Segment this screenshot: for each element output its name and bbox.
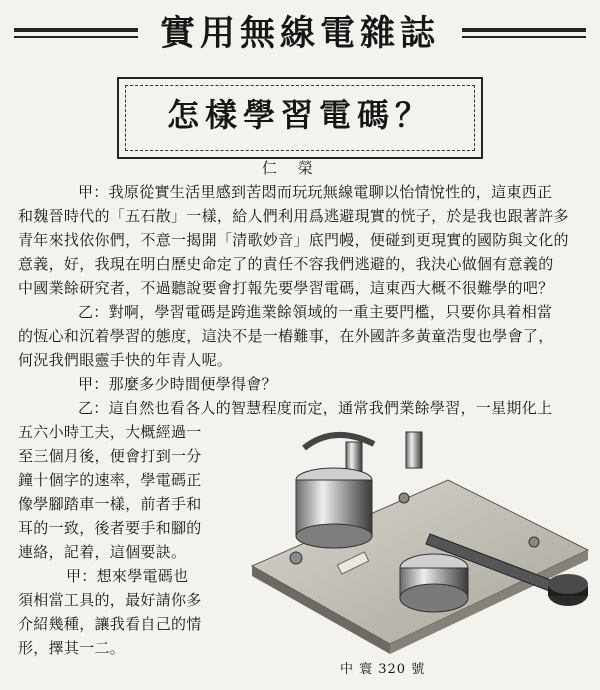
text-line: 的恆心和沉着學習的態度，這決不是一樁難事，在外國許多黃童浩叟也學會了， xyxy=(18,327,554,345)
text-line: 至三個月後，便會打到一分 xyxy=(18,447,202,465)
text-line: 連絡，記着，這個要訣。 xyxy=(18,543,187,561)
masthead-rule-right-thin xyxy=(462,36,586,38)
telegraph-key-photo xyxy=(234,418,592,656)
masthead-rule-right xyxy=(462,28,586,32)
telegraph-key-illustration xyxy=(234,418,592,656)
text-line: 乙：這自然也看各人的智慧程度而定，通常我們業餘學習，一星期化上 xyxy=(78,399,553,417)
text-line: 像學腳踏車一樣，前者手和 xyxy=(18,495,202,513)
text-line: 和魏晉時代的「五石散」一樣，給人們利用爲逃避現實的恍子，於是我也跟著許多 xyxy=(18,207,569,225)
photo-caption: 中 寰 320 號 xyxy=(340,662,426,677)
article-title-box xyxy=(117,77,483,159)
magazine-title: 實用無線電雜誌 xyxy=(159,13,440,54)
text-line: 須相當工具的，最好請你多 xyxy=(18,591,202,609)
text-line: 形，擇其一二。 xyxy=(18,639,126,657)
text-line: 甲：我原從實生活里感到苦悶而玩玩無線電聊以怡情悅性的，這東西正 xyxy=(78,183,553,201)
article-author: 仁 榮 xyxy=(262,159,321,177)
body-text-full xyxy=(18,180,582,420)
masthead xyxy=(14,10,586,60)
text-line: 何況我們眼靈手快的年青人呢。 xyxy=(18,351,233,369)
text-line: 鐘十個字的速率，學電碼正 xyxy=(18,471,202,489)
text-line: 中國業餘研究者，不過聽說要會打報先要學習電碼，這東西大概不很難學的吧？ xyxy=(18,279,554,297)
article-title: 怎樣學習電碼？ xyxy=(166,96,433,134)
text-line: 甲：想來學電碼也 xyxy=(66,567,189,585)
body-text-narrow xyxy=(18,420,214,660)
text-line: 耳的一致，後者要手和腳的 xyxy=(18,519,202,537)
text-line: 意義，好，我現在明白歷史命定了的責任不容我們逃避的，我決心做個有意義的 xyxy=(18,255,554,273)
masthead-rule-left xyxy=(14,28,138,32)
masthead-rule-left-thin xyxy=(14,36,138,38)
text-line: 甲：那麼多少時間便學得會？ xyxy=(78,375,277,393)
text-line: 青年來找依你們，不意一揭開「清歌妙音」底門幔，便碰到更現實的國防與文化的 xyxy=(18,231,569,249)
text-line: 五六小時工夫，大概經過一 xyxy=(18,423,202,441)
text-line: 乙：對啊，學習電碼是跨進業餘領域的一重主要門檻，只要你具着相當 xyxy=(78,303,553,321)
text-line: 介紹幾種，讓我看自己的情 xyxy=(18,615,202,633)
